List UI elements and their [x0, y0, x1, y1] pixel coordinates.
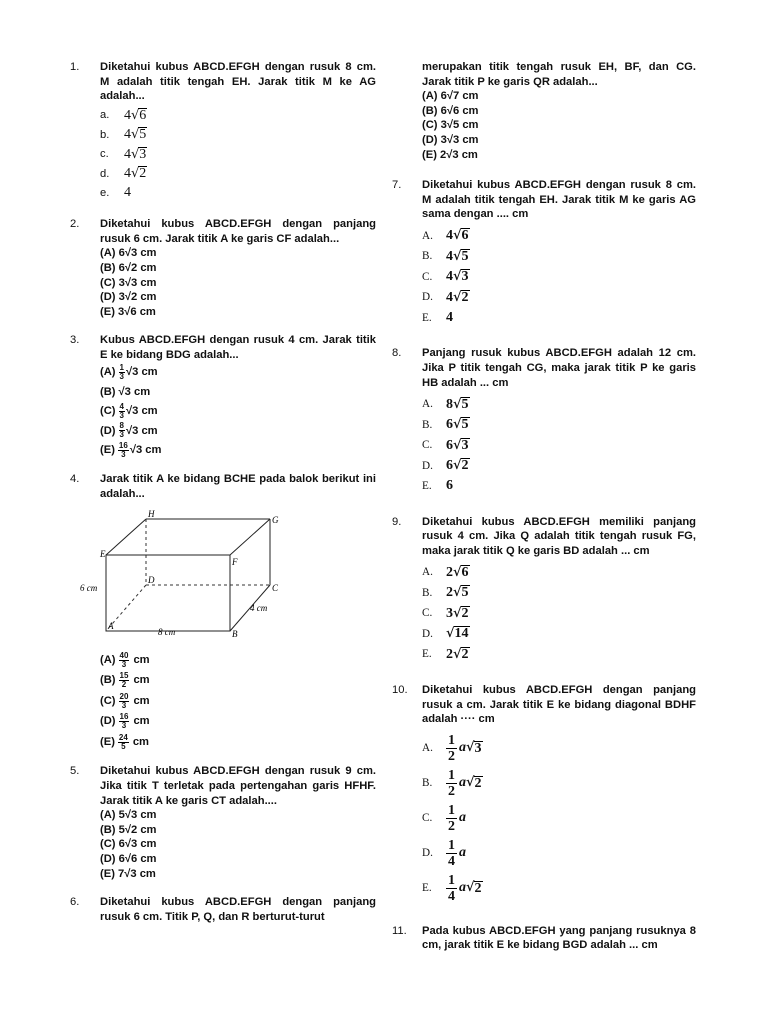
denominator: 3 [121, 659, 127, 669]
numerator: 1 [448, 802, 455, 818]
radical-sign: √ [453, 396, 462, 412]
dimension-length: 8 cm [158, 627, 176, 638]
question-number: 11. [392, 924, 407, 937]
radicand: 5 [461, 417, 469, 433]
numerator: 40 [119, 650, 129, 660]
label-B: B [232, 629, 238, 640]
option-label: (C) [100, 694, 116, 707]
question-stem: Diketahui kubus ABCD.EFGH memiliki panjang rusuk 4 cm. Jika Q adalah titik tengah rusuk FG, maka jarak titik Q ke garis BD adalah ... cm [422, 515, 696, 557]
option-value [446, 647, 470, 663]
answer-option [100, 145, 376, 165]
question-number: 3. [70, 334, 80, 347]
coefficient: 4 [446, 228, 453, 244]
radical-sign: √ [453, 437, 462, 453]
radical-sign: √ [453, 605, 462, 621]
option-value [124, 166, 147, 182]
option-unit: cm [133, 715, 150, 728]
option-unit: √3 cm [125, 424, 158, 437]
variable: a [459, 879, 466, 895]
answer-option [100, 164, 376, 184]
fraction [446, 873, 457, 904]
coefficient: 4 [446, 309, 453, 325]
radicand: 2 [474, 881, 482, 897]
radical-sign: √ [453, 585, 462, 601]
option-label: (B) [100, 385, 116, 398]
left-column [70, 60, 376, 924]
option-label: b. [100, 128, 110, 141]
option-value [446, 585, 470, 601]
answer-option [100, 670, 376, 691]
option-value [446, 311, 453, 326]
coefficient: 4 [124, 185, 131, 201]
radical-sign: √ [466, 879, 475, 895]
radicand: 5 [461, 248, 469, 264]
question-stem: Kubus ABCD.EFGH dengan rusuk 4 cm. Jarak titik E ke bidang BDG adalah... [100, 334, 376, 362]
fraction [118, 734, 129, 751]
option-value [124, 127, 147, 143]
option-unit: cm [133, 653, 150, 666]
option-label: (E) [100, 444, 115, 457]
label-E: E [100, 549, 106, 560]
radicand: 6 [139, 107, 147, 123]
question-stem: Panjang rusuk kubus ABCD.EFGH adalah 12 cm. Jika P titik tengah CG, maka jarak titik P ke garis HB adalah ... cm [422, 347, 696, 389]
answer-option [422, 563, 696, 584]
radical-sign: √ [131, 107, 140, 123]
option-label: (A) [100, 653, 116, 666]
option-unit: cm [133, 694, 150, 707]
answer-options [100, 650, 376, 753]
question-number: 9. [392, 515, 402, 528]
option-value [446, 417, 470, 433]
answer-options [100, 106, 376, 204]
answer-option [100, 184, 376, 204]
answer-option [422, 267, 696, 288]
dimension-height: 6 cm [80, 583, 98, 594]
option-label: (C) [100, 405, 116, 418]
label-A: A [108, 621, 114, 632]
answer-options [422, 731, 696, 906]
denominator: 3 [121, 700, 127, 710]
numerator: 4 [119, 401, 124, 411]
answer-option: (D) 3√3 cm [422, 133, 479, 146]
cuboid-diagram [80, 509, 300, 640]
option-label: C. [422, 270, 433, 283]
answer-option [422, 836, 696, 871]
coefficient: 8 [446, 396, 453, 412]
option-label: d. [100, 167, 110, 180]
radical-sign: √ [453, 417, 462, 433]
option-label: C. [422, 811, 433, 824]
question-11 [392, 924, 696, 953]
coefficient: 6 [446, 478, 453, 494]
option-label: (D) [100, 424, 116, 437]
radical-sign: √ [466, 739, 475, 755]
answer-option: (A) 6√3 cm [100, 247, 157, 260]
numerator: 16 [118, 440, 128, 450]
question-10 [392, 683, 696, 906]
radicand: 2 [139, 166, 147, 182]
option-label: (A) [100, 366, 116, 379]
answer-option [100, 421, 376, 441]
radicand: 5 [139, 127, 147, 143]
option-value [446, 438, 470, 454]
answer-option: (B) 5√2 cm [100, 823, 157, 836]
radical-sign: √ [466, 774, 475, 790]
question-number: 6. [70, 896, 80, 909]
cuboid-figure [80, 509, 376, 644]
dimension-width: 4 cm [250, 603, 268, 614]
radicand: 2 [461, 458, 469, 474]
numerator: 1 [448, 767, 455, 783]
option-value [446, 565, 470, 581]
answer-option [422, 435, 696, 456]
option-unit: cm [132, 735, 149, 748]
question-stem: Diketahui kubus ABCD.EFGH dengan rusuk 9 cm. Jika titik T terletak pada pertengahan garis HFHF. Jarak titik A ke garis CT adalah.... [100, 765, 376, 807]
answer-option [100, 363, 376, 383]
answer-option: (C) 3√5 cm [422, 119, 479, 132]
answer-option [100, 106, 376, 126]
answer-option [422, 456, 696, 477]
option-value [446, 249, 470, 265]
option-label: C. [422, 439, 433, 452]
option-label: (B) [100, 674, 116, 687]
question-2 [70, 217, 376, 319]
radical-sign: √ [453, 248, 462, 264]
radicand: 3 [461, 437, 469, 453]
radicand: 3 [474, 741, 482, 757]
radicand: 14 [454, 626, 469, 642]
option-label: c. [100, 148, 109, 161]
question-stem: Diketahui kubus ABCD.EFGH dengan panjang rusuk a cm. Jarak titik E ke bidang diagonal BDHF adalah ···· cm [422, 684, 696, 726]
answer-options [422, 563, 696, 666]
fraction [446, 768, 457, 799]
answer-options [100, 363, 376, 461]
radicand: 6 [461, 564, 469, 580]
option-unit: √3 cm [125, 405, 158, 418]
numerator: 16 [119, 712, 129, 722]
answer-option [100, 125, 376, 145]
coefficient: 6 [446, 417, 453, 433]
question-8 [392, 346, 696, 496]
answer-option [100, 691, 376, 712]
fraction [119, 652, 130, 669]
coefficient: 4 [124, 127, 131, 143]
numerator: 1 [448, 872, 455, 888]
question-3 [70, 333, 376, 460]
answer-option: (B) 6√6 cm [422, 104, 479, 117]
option-label: B. [422, 586, 433, 599]
option-label: E. [422, 311, 432, 324]
radical-sign: √ [453, 564, 462, 580]
question-7 [392, 178, 696, 328]
question-6 [70, 895, 376, 924]
option-unit: √3 cm [118, 385, 151, 398]
answer-option [100, 382, 376, 402]
answer-option [422, 246, 696, 267]
option-label: A. [422, 566, 433, 579]
answer-option [422, 287, 696, 308]
fraction [119, 713, 130, 730]
coefficient: 4 [446, 289, 453, 305]
fraction [119, 693, 130, 710]
option-label: E. [422, 648, 432, 661]
numerator: 1 [448, 837, 455, 853]
question-number: 1. [70, 61, 80, 73]
question-stem: Jarak titik A ke bidang BCHE pada balok berikut ini adalah... [100, 473, 376, 500]
question-6-continued [392, 60, 696, 162]
answer-option [422, 308, 696, 329]
option-label: A. [422, 398, 433, 411]
coefficient: 4 [124, 107, 131, 123]
answer-option [422, 604, 696, 625]
question-number: 5. [70, 765, 80, 778]
fraction [446, 838, 457, 869]
numerator: 20 [119, 691, 129, 701]
option-value [446, 269, 470, 285]
option-label: B. [422, 250, 433, 263]
question-stem: Diketahui kubus ABCD.EFGH dengan panjang rusuk 6 cm. Jarak titik A ke garis CF adalah... [100, 218, 376, 245]
radicand: 2 [474, 776, 482, 792]
option-unit: √3 cm [129, 444, 162, 457]
answer-options [100, 808, 376, 881]
numerator: 1 [448, 732, 455, 748]
answer-option: (D) 3√2 cm [100, 291, 157, 304]
coefficient: 6 [446, 437, 453, 453]
option-label: e. [100, 187, 110, 200]
denominator: 3 [119, 430, 124, 440]
option-value [446, 458, 470, 474]
numerator: 24 [118, 732, 128, 742]
radicand: 5 [461, 396, 469, 412]
option-value [446, 228, 470, 244]
radicand: 3 [461, 269, 469, 285]
option-value [446, 397, 470, 413]
answer-option [422, 476, 696, 497]
option-label: B. [422, 418, 433, 431]
option-label: D. [422, 459, 433, 472]
question-number: 4. [70, 473, 80, 486]
option-value [446, 290, 470, 306]
answer-option [422, 394, 696, 415]
question-5 [70, 764, 376, 881]
radical-sign: √ [453, 289, 462, 305]
option-label: (D) [100, 715, 116, 728]
coefficient: 2 [446, 564, 453, 580]
denominator: 2 [448, 783, 455, 799]
answer-option: (A) 6√7 cm [422, 90, 479, 103]
option-label: A. [422, 741, 433, 754]
numerator: 15 [119, 671, 129, 681]
option-value [446, 606, 470, 622]
variable: a [459, 844, 466, 860]
answer-options [422, 226, 696, 329]
fraction [119, 403, 125, 420]
fraction [119, 364, 125, 381]
denominator: 4 [448, 888, 455, 904]
coefficient: 4 [446, 269, 453, 285]
option-label: B. [422, 776, 433, 789]
option-label: D. [422, 846, 433, 859]
radicand: 5 [461, 585, 469, 601]
coefficient: 2 [446, 646, 453, 662]
option-label: E. [422, 480, 432, 493]
label-C: C [272, 583, 279, 594]
question-stem: Diketahui kubus ABCD.EFGH dengan rusuk 8 cm. M adalah titik tengah EH. Jarak titik M ke garis AG sama dengan .... cm [422, 179, 696, 221]
question-number: 7. [392, 179, 402, 192]
answer-option: (E) 7√3 cm [100, 867, 156, 880]
answer-option [422, 583, 696, 604]
radical-sign: √ [131, 146, 140, 162]
question-number: 10. [392, 684, 408, 696]
question-number: 8. [392, 347, 402, 360]
fraction [446, 803, 457, 834]
radicand: 3 [139, 146, 147, 162]
answer-options [422, 89, 696, 162]
coefficient: 4 [124, 146, 131, 162]
answer-option [100, 711, 376, 732]
question-1 [70, 60, 376, 203]
question-stem: Pada kubus ABCD.EFGH yang panjang rusuknya 8 cm, jarak titik E ke bidang BGD adalah ... cm [422, 924, 696, 952]
answer-option [422, 624, 696, 645]
option-label: D. [422, 291, 433, 304]
answer-option [100, 402, 376, 422]
denominator: 4 [448, 853, 455, 869]
coefficient: 3 [446, 605, 453, 621]
radical-sign: √ [131, 127, 140, 143]
option-value [446, 479, 453, 494]
numerator: 1 [119, 362, 124, 372]
option-value [124, 108, 147, 124]
denominator: 5 [121, 741, 126, 751]
radical-sign: √ [453, 269, 462, 285]
denominator: 3 [119, 371, 124, 381]
coefficient: 4 [446, 248, 453, 264]
answer-option [100, 732, 376, 753]
radical-sign: √ [453, 646, 462, 662]
answer-option [422, 801, 696, 836]
fraction [446, 733, 457, 764]
radical-sign: √ [446, 626, 455, 642]
label-F: F [232, 557, 238, 568]
denominator: 3 [119, 410, 124, 420]
answer-option [422, 766, 696, 801]
answer-option [422, 226, 696, 247]
option-unit: √3 cm [125, 366, 158, 379]
numerator: 8 [119, 421, 124, 431]
option-label: D. [422, 627, 433, 640]
answer-option [422, 871, 696, 906]
variable: a [459, 809, 466, 825]
label-D: D [148, 575, 155, 586]
option-label: A. [422, 229, 433, 242]
answer-option [422, 731, 696, 766]
option-value [124, 147, 147, 163]
answer-option: (C) 6√3 cm [100, 838, 157, 851]
answer-option: (C) 3√3 cm [100, 276, 157, 289]
radical-sign: √ [131, 166, 140, 182]
denominator: 3 [121, 721, 127, 731]
option-label: (E) [100, 735, 115, 748]
option-unit: cm [133, 674, 150, 687]
answer-option [100, 650, 376, 671]
answer-option [422, 415, 696, 436]
question-stem: Diketahui kubus ABCD.EFGH dengan panjang rusuk 6 cm. Titik P, Q, dan R berturut-turut [100, 896, 376, 923]
denominator: 3 [121, 449, 126, 459]
radicand: 6 [461, 228, 469, 244]
answer-option [422, 645, 696, 666]
fraction [118, 442, 129, 459]
fraction [119, 422, 125, 439]
coefficient: 4 [124, 166, 131, 182]
answer-option: (D) 6√6 cm [100, 852, 157, 865]
answer-option: (E) 2√3 cm [422, 148, 478, 161]
answer-option: (A) 5√3 cm [100, 809, 157, 822]
radical-sign: √ [453, 458, 462, 474]
option-value [124, 186, 131, 201]
question-9 [392, 515, 696, 665]
answer-option: (E) 3√6 cm [100, 305, 156, 318]
right-column [392, 60, 696, 953]
denominator: 2 [448, 748, 455, 764]
option-value [446, 626, 470, 642]
answer-option [100, 441, 376, 461]
denominator: 2 [448, 818, 455, 834]
radicand: 2 [461, 289, 469, 305]
option-label: a. [100, 109, 110, 122]
question-stem: Diketahui kubus ABCD.EFGH dengan rusuk 8 cm. M adalah titik tengah EH. Jarak titik M ke AG adalah... [100, 61, 376, 103]
radicand: 2 [461, 605, 469, 621]
fraction [119, 672, 130, 689]
label-G: G [272, 515, 279, 526]
answer-option: (B) 6√2 cm [100, 262, 157, 275]
option-label: C. [422, 607, 433, 620]
denominator: 2 [121, 680, 127, 690]
radical-sign: √ [453, 228, 462, 244]
question-stem-continued: merupakan titik tengah rusuk EH, BF, dan CG. Jarak titik P ke garis QR adalah... [422, 61, 696, 88]
option-label: E. [422, 881, 432, 894]
radicand: 2 [461, 646, 469, 662]
variable: a [459, 774, 466, 790]
answer-options [100, 246, 376, 319]
answer-options [422, 394, 696, 497]
variable: a [459, 739, 466, 755]
question-4 [70, 472, 376, 752]
coefficient: 2 [446, 585, 453, 601]
question-number: 2. [70, 218, 80, 231]
coefficient: 6 [446, 458, 453, 474]
label-H: H [148, 509, 155, 520]
